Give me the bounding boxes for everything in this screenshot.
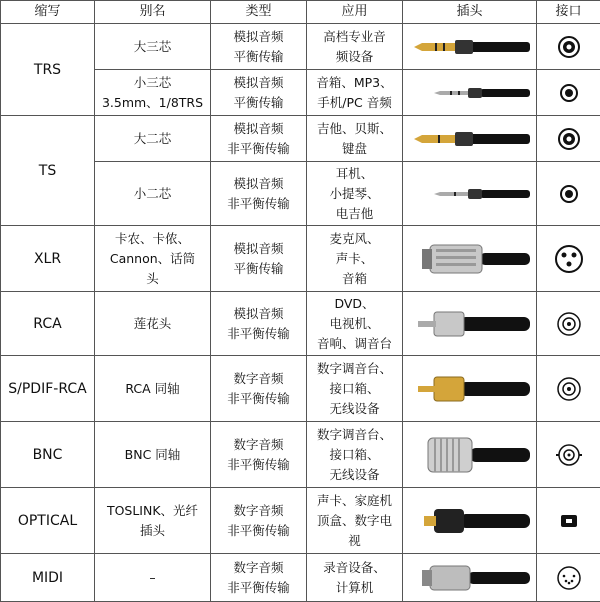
type-cell: 模拟音频 非平衡传输: [211, 116, 307, 162]
optical-plug-icon: [403, 488, 537, 554]
midi-plug-icon: [403, 554, 537, 602]
alias-cell: –: [95, 554, 211, 602]
spdif-rca-jack-icon: [537, 356, 600, 422]
trs-3.5-plug-icon: [403, 70, 537, 116]
application-cell: 声卡、家庭机 顶盒、数字电 视: [307, 488, 403, 554]
type-cell: 模拟音频 非平衡传输: [211, 162, 307, 226]
type-cell: 模拟音频 非平衡传输: [211, 292, 307, 356]
ts-jack-icon: [537, 116, 600, 162]
type-cell: 数字音频 非平衡传输: [211, 488, 307, 554]
bnc-plug-icon: [403, 422, 537, 488]
header-abbr: 缩写: [1, 1, 95, 24]
application-cell: 吉他、贝斯、 键盘: [307, 116, 403, 162]
header-plug: 插头: [403, 1, 537, 24]
trs-6.35-plug-icon: [403, 24, 537, 70]
application-cell: 录音设备、 计算机: [307, 554, 403, 602]
alias-cell: TOSLINK、光纤 插头: [95, 488, 211, 554]
ts-small-jack-icon: [537, 162, 600, 226]
application-cell: 数字调音台、 接口箱、 无线设备: [307, 356, 403, 422]
table-row: [1, 292, 600, 356]
table-row: [1, 226, 600, 292]
table-row: [1, 24, 600, 70]
rca-plug-icon: [403, 292, 537, 356]
abbr-cell: MIDI: [1, 554, 95, 602]
application-cell: 麦克风、 声卡、 音箱: [307, 226, 403, 292]
type-cell: 模拟音频 平衡传输: [211, 70, 307, 116]
trs-small-jack-icon: [537, 70, 600, 116]
abbr-cell: XLR: [1, 226, 95, 292]
application-cell: 耳机、 小提琴、 电吉他: [307, 162, 403, 226]
type-cell: 模拟音频 平衡传输: [211, 24, 307, 70]
bnc-jack-icon: [537, 422, 600, 488]
optical-jack-icon: [537, 488, 600, 554]
alias-cell: 小二芯: [95, 162, 211, 226]
xlr-plug-icon: [403, 226, 537, 292]
type-cell: 数字音频 非平衡传输: [211, 422, 307, 488]
spdif-rca-plug-icon: [403, 356, 537, 422]
application-cell: 数字调音台、 接口箱、 无线设备: [307, 422, 403, 488]
table-row: [1, 488, 600, 554]
type-cell: 模拟音频 平衡传输: [211, 226, 307, 292]
alias-cell: 卡农、卡侬、 Cannon、话筒 头: [95, 226, 211, 292]
header-row: [1, 1, 600, 24]
header-jack: 接口: [537, 1, 600, 24]
type-cell: 数字音频 非平衡传输: [211, 356, 307, 422]
header-application: 应用: [307, 1, 403, 24]
abbr-cell: TRS: [1, 24, 95, 116]
abbr-cell: OPTICAL: [1, 488, 95, 554]
table-row: [1, 116, 600, 162]
abbr-cell: BNC: [1, 422, 95, 488]
application-cell: 高档专业音 频设备: [307, 24, 403, 70]
table-row: [1, 356, 600, 422]
alias-cell: RCA 同轴: [95, 356, 211, 422]
table-row: [1, 554, 600, 602]
abbr-cell: S/PDIF-RCA: [1, 356, 95, 422]
xlr-jack-icon: [537, 226, 600, 292]
header-type: 类型: [211, 1, 307, 24]
abbr-cell: TS: [1, 116, 95, 226]
trs-jack-icon: [537, 24, 600, 70]
alias-cell: 小三芯 3.5mm、1/8TRS: [95, 70, 211, 116]
table-row: [1, 422, 600, 488]
header-alias: 别名: [95, 1, 211, 24]
application-cell: 音箱、MP3、 手机/PC 音频: [307, 70, 403, 116]
midi-jack-icon: [537, 554, 600, 602]
type-cell: 数字音频 非平衡传输: [211, 554, 307, 602]
application-cell: DVD、 电视机、 音响、调音台: [307, 292, 403, 356]
abbr-cell: RCA: [1, 292, 95, 356]
alias-cell: 大三芯: [95, 24, 211, 70]
ts-6.35-plug-icon: [403, 116, 537, 162]
alias-cell: 大二芯: [95, 116, 211, 162]
alias-cell: 莲花头: [95, 292, 211, 356]
ts-3.5-plug-icon: [403, 162, 537, 226]
rca-jack-icon: [537, 292, 600, 356]
alias-cell: BNC 同轴: [95, 422, 211, 488]
